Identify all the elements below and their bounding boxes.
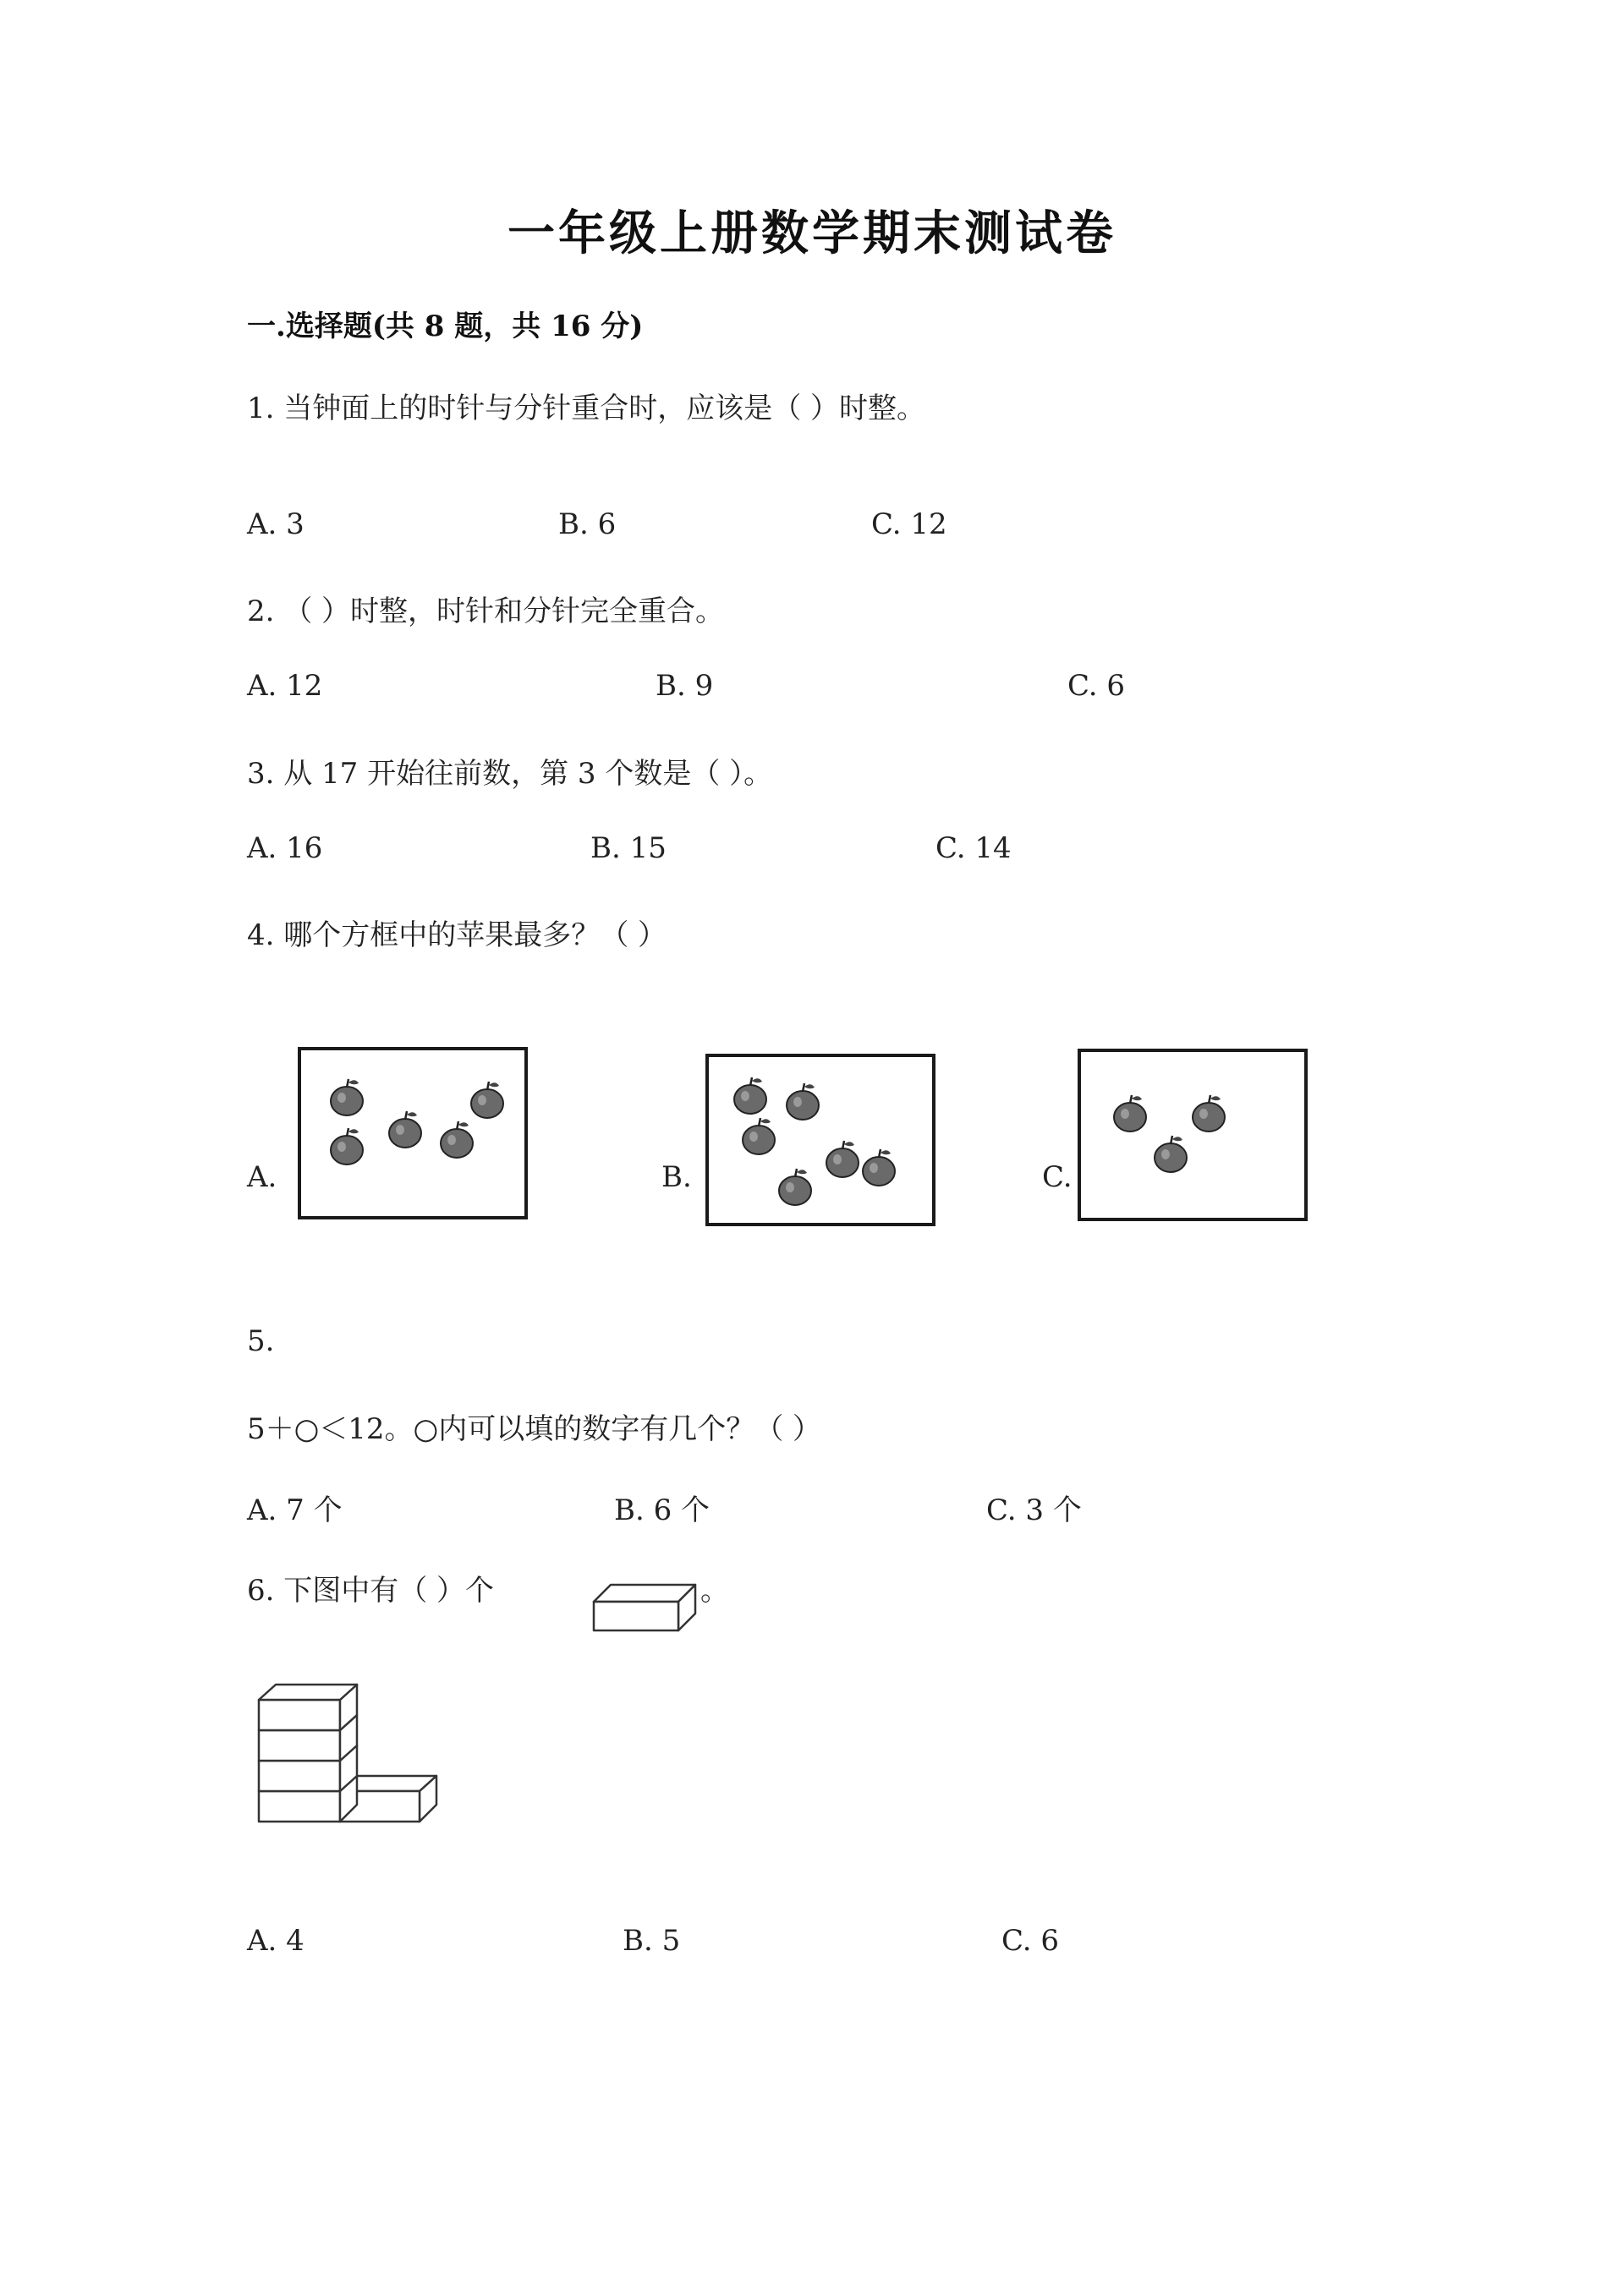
apple-box-a[interactable] (298, 1047, 528, 1225)
question-5-number: 5. (247, 1324, 275, 1358)
apple-icon (331, 1079, 363, 1115)
question-6-option-a[interactable]: A. 4 (247, 1924, 304, 1958)
question-1-option-c[interactable]: C. 12 (871, 507, 947, 541)
question-2-text: 2. （ ）时整，时针和分针完全重合。 (247, 595, 725, 628)
apple-icon (389, 1111, 421, 1148)
question-1-option-a[interactable]: A. 3 (247, 507, 304, 541)
apple-box-b[interactable] (705, 1054, 935, 1226)
question-5-option-b[interactable]: B. 6 个 (614, 1493, 710, 1527)
question-4-option-b[interactable]: B. (661, 1160, 692, 1194)
apple-icon (1114, 1095, 1146, 1132)
question-5-option-c[interactable]: C. 3 个 (986, 1493, 1082, 1527)
single-brick-icon (592, 1581, 702, 1636)
apple-icon (1155, 1136, 1187, 1172)
question-5-text: 5＋○＜12。○内可以填的数字有几个？（ ） (247, 1412, 822, 1446)
apple-icon (863, 1149, 895, 1186)
question-3-option-b[interactable]: B. 15 (590, 831, 667, 865)
question-6-option-b[interactable]: B. 5 (623, 1924, 681, 1958)
question-6-text-end: 。 (700, 1574, 729, 1608)
apple-icon (743, 1118, 775, 1154)
question-2-option-a[interactable]: A. 12 (247, 669, 323, 703)
question-1-text: 1. 当钟面上的时针与分针重合时，应该是（ ）时整。 (247, 392, 926, 425)
question-4-text: 4. 哪个方框中的苹果最多？（ ） (247, 918, 667, 952)
question-3-option-c[interactable]: C. 14 (935, 831, 1012, 865)
brick-stack-figure (255, 1685, 450, 1833)
question-1-option-b[interactable]: B. 6 (558, 507, 617, 541)
apple-box-c[interactable] (1078, 1049, 1308, 1221)
question-2-option-b[interactable]: B. 9 (656, 669, 714, 703)
apple-icon (734, 1077, 766, 1114)
question-3-text: 3. 从 17 开始往前数，第 3 个数是（ ）。 (247, 757, 773, 791)
apple-icon (779, 1169, 811, 1205)
apple-icon (471, 1082, 503, 1118)
section-heading: 一.选择题(共 8 题，共 16 分) (247, 310, 644, 343)
question-4-option-a[interactable]: A. (247, 1160, 277, 1194)
apple-icon (331, 1128, 363, 1164)
question-6-text: 6. 下图中有（ ）个 (247, 1574, 495, 1608)
apple-icon (826, 1141, 859, 1177)
question-3-option-a[interactable]: A. 16 (247, 831, 323, 865)
apple-icon (441, 1121, 473, 1158)
question-2-option-c[interactable]: C. 6 (1067, 669, 1126, 703)
question-6-option-c[interactable]: C. 6 (1001, 1924, 1060, 1958)
apple-icon (1193, 1095, 1225, 1132)
apple-icon (787, 1083, 819, 1120)
page-title: 一年级上册数学期末测试卷 (508, 205, 1116, 261)
question-5-option-a[interactable]: A. 7 个 (247, 1493, 343, 1527)
question-4-option-c[interactable]: C. (1042, 1160, 1073, 1194)
